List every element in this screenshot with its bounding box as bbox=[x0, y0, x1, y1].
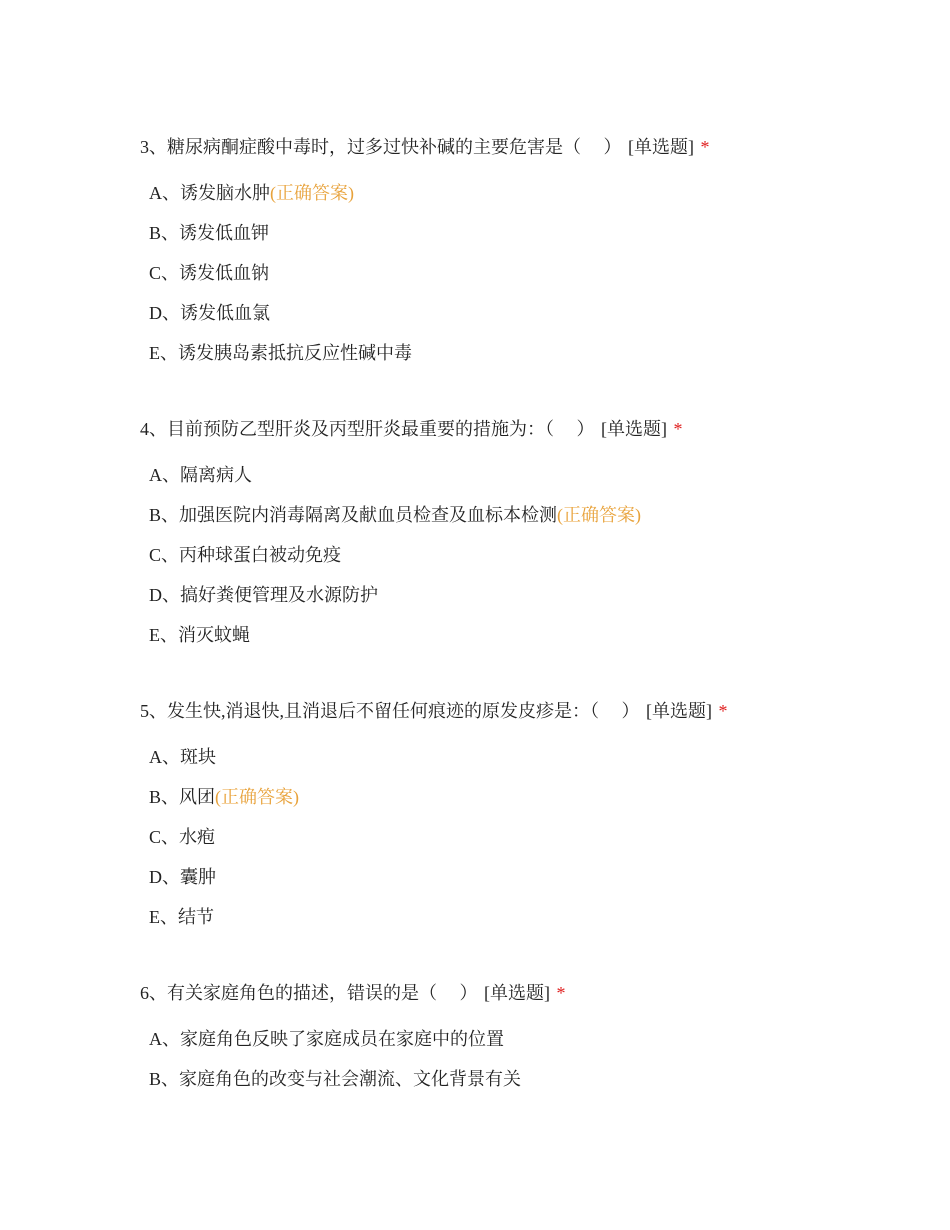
option-text: E、结节 bbox=[149, 907, 214, 927]
option-text: D、诱发低血氯 bbox=[149, 303, 270, 323]
required-mark: * bbox=[673, 419, 683, 439]
option-a bbox=[149, 745, 216, 769]
option-text: E、诱发胰岛素抵抗反应性碱中毒 bbox=[149, 343, 412, 363]
option-a bbox=[149, 1027, 504, 1051]
question-text: 6、有关家庭角色的描述，错误的是（ ） bbox=[140, 983, 478, 1003]
required-mark: * bbox=[556, 983, 566, 1003]
option-text: A、诱发脑水肿 bbox=[149, 183, 270, 203]
option-c bbox=[149, 543, 341, 567]
option-d bbox=[149, 583, 378, 607]
option-e bbox=[149, 905, 214, 929]
option-b bbox=[149, 1067, 521, 1091]
question-type: [单选题] bbox=[601, 419, 667, 439]
option-text: C、水疱 bbox=[149, 827, 216, 847]
question-title bbox=[140, 699, 728, 723]
question-title bbox=[140, 135, 710, 159]
question-type: [单选题] bbox=[484, 983, 550, 1003]
option-b bbox=[149, 221, 269, 245]
option-b bbox=[149, 785, 299, 809]
question-text: 5、发生快,消退快,且消退后不留任何痕迹的原发皮疹是：（ ） bbox=[140, 701, 640, 721]
option-text: C、诱发低血钠 bbox=[149, 263, 270, 283]
required-mark: * bbox=[718, 701, 728, 721]
question-text: 3、糖尿病酮症酸中毒时，过多过快补碱的主要危害是（ ） bbox=[140, 137, 622, 157]
correct-answer-tag: (正确答案) bbox=[557, 505, 642, 525]
question-type: [单选题] bbox=[628, 137, 694, 157]
option-a bbox=[149, 463, 252, 487]
option-a bbox=[149, 181, 354, 205]
option-text: A、家庭角色反映了家庭成员在家庭中的位置 bbox=[149, 1029, 504, 1049]
question-type: [单选题] bbox=[646, 701, 712, 721]
option-e bbox=[149, 341, 412, 365]
option-text: B、家庭角色的改变与社会潮流、文化背景有关 bbox=[149, 1069, 522, 1089]
correct-answer-tag: (正确答案) bbox=[215, 787, 300, 807]
question-title bbox=[140, 981, 566, 1005]
option-text: B、风团 bbox=[149, 787, 216, 807]
option-b bbox=[149, 503, 641, 527]
option-text: D、囊肿 bbox=[149, 867, 216, 887]
option-text: D、搞好粪便管理及水源防护 bbox=[149, 585, 378, 605]
option-e bbox=[149, 623, 250, 647]
option-text: C、丙种球蛋白被动免疫 bbox=[149, 545, 342, 565]
option-text: A、斑块 bbox=[149, 747, 216, 767]
option-text: E、消灭蚊蝇 bbox=[149, 625, 250, 645]
correct-answer-tag: (正确答案) bbox=[270, 183, 354, 203]
option-text: B、诱发低血钾 bbox=[149, 223, 270, 243]
option-c bbox=[149, 261, 269, 285]
required-mark: * bbox=[700, 137, 710, 157]
option-d bbox=[149, 301, 270, 325]
question-title bbox=[140, 417, 683, 441]
option-text: B、加强医院内消毒隔离及献血员检查及血标本检测 bbox=[149, 505, 558, 525]
option-d bbox=[149, 865, 216, 889]
option-text: A、隔离病人 bbox=[149, 465, 252, 485]
question-text: 4、目前预防乙型肝炎及丙型肝炎最重要的措施为：（ ） bbox=[140, 419, 595, 439]
option-c bbox=[149, 825, 215, 849]
